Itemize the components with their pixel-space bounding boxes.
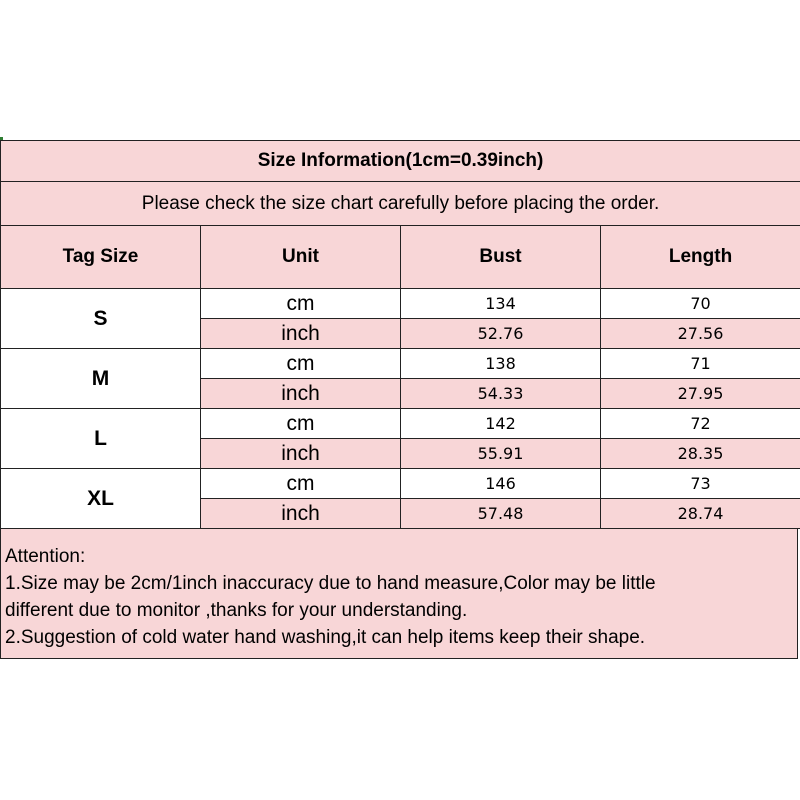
unit-cell: cm <box>201 469 401 499</box>
unit-cell: cm <box>201 289 401 319</box>
size-info-title: Size Information(1cm=0.39inch) <box>1 141 800 182</box>
length-cell: 28.74 <box>601 499 800 529</box>
bust-cell: 134 <box>401 289 601 319</box>
bust-cell: 142 <box>401 409 601 439</box>
header-unit: Unit <box>201 226 401 289</box>
length-cell: 71 <box>601 349 800 379</box>
unit-cell: inch <box>201 439 401 469</box>
tag-size-cell: M <box>1 349 201 409</box>
unit-cell: inch <box>201 379 401 409</box>
length-cell: 70 <box>601 289 800 319</box>
bust-cell: 55.91 <box>401 439 601 469</box>
table-row <box>1 409 800 439</box>
note-line: 2.Suggestion of cold water hand washing,it can help items keep their shape. <box>5 627 646 648</box>
header-bust: Bust <box>401 226 601 289</box>
bust-cell: 54.33 <box>401 379 601 409</box>
attention-notes <box>0 529 798 659</box>
header-length: Length <box>601 226 800 289</box>
attention-heading: Attention: <box>5 546 86 567</box>
header-tag-size: Tag Size <box>1 226 201 289</box>
unit-cell: cm <box>201 349 401 379</box>
length-cell: 27.56 <box>601 319 800 349</box>
unit-cell: inch <box>201 499 401 529</box>
tag-size-cell: S <box>1 289 201 349</box>
bust-cell: 52.76 <box>401 319 601 349</box>
note-line: different due to monitor ,thanks for your understanding. <box>5 600 468 621</box>
table-row <box>1 469 800 499</box>
length-cell: 28.35 <box>601 439 800 469</box>
note-line: 1.Size may be 2cm/1inch inaccuracy due to hand measure,Color may be little <box>5 573 656 594</box>
size-chart-instruction: Please check the size chart carefully before placing the order. <box>1 182 800 226</box>
length-cell: 72 <box>601 409 800 439</box>
length-cell: 73 <box>601 469 800 499</box>
tag-size-cell: L <box>1 409 201 469</box>
unit-cell: inch <box>201 319 401 349</box>
table-row <box>1 289 800 319</box>
bust-cell: 138 <box>401 349 601 379</box>
length-cell: 27.95 <box>601 379 800 409</box>
size-chart <box>0 140 800 659</box>
size-table <box>0 140 800 529</box>
bust-cell: 146 <box>401 469 601 499</box>
unit-cell: cm <box>201 409 401 439</box>
bust-cell: 57.48 <box>401 499 601 529</box>
table-row <box>1 349 800 379</box>
tag-size-cell: XL <box>1 469 201 529</box>
